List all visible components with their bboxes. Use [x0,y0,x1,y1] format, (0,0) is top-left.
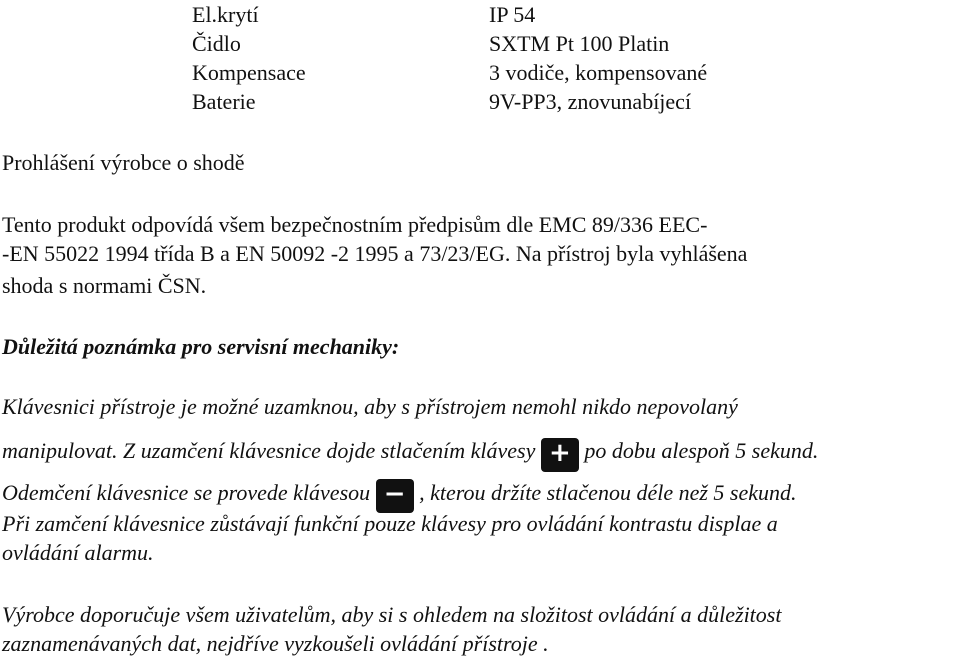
spec-label: Čidlo [192,31,241,56]
minus-key-icon: − [376,479,414,513]
spec-label: Kompensace [192,60,306,85]
spec-value: 3 vodiče, kompensované [489,60,708,85]
spec-value: IP 54 [489,2,536,27]
spec-label: El.krytí [192,2,259,27]
note-text: manipulovat. Z uzamčení klávesnice dojde stlačením klávesy [2,438,541,463]
note-line-lock [2,436,818,472]
note-line: ovládání alarmu. [2,540,154,565]
declaration-line: -EN 55022 1994 třída B a EN 50092 -2 1995 a 73/23/EG. Na přístroj byla vyhlášena [2,241,748,266]
declaration-line: shoda s normami ČSN. [2,273,207,298]
note-line: Výrobce doporučuje všem uživatelům, aby si s ohledem na složitost ovládání a důležitost [2,602,782,627]
note-heading: Důležitá poznámka pro servisní mechaniky: [2,334,400,359]
note-text: , kterou držíte stlačenou déle než 5 sekund. [413,480,797,505]
note-line-unlock [2,478,797,513]
spec-label: Baterie [192,89,256,114]
note-line: Klávesnici přístroje je možné uzamknou, aby s přístrojem nemohl nikdo nepovolaný [2,394,738,419]
spec-value: SXTM Pt 100 Platin [489,31,670,56]
declaration-line: Tento produkt odpovídá všem bezpečnostním předpisům dle EMC 89/336 EEC- [2,212,708,237]
plus-key-icon: + [541,438,579,472]
note-text: Odemčení klávesnice se provede klávesou [2,480,376,505]
note-text: po dobu alespoň 5 sekund. [578,438,819,463]
spec-value: 9V-PP3, znovunabíjecí [489,89,692,114]
note-line: zaznamenávaných dat, nejdříve vyzkoušeli ovládání přístroje . [2,631,549,656]
declaration-title: Prohlášení výrobce o shodě [2,150,245,175]
note-line: Při zamčení klávesnice zůstávají funkční pouze klávesy pro ovládání kontrastu displae a [2,511,778,536]
